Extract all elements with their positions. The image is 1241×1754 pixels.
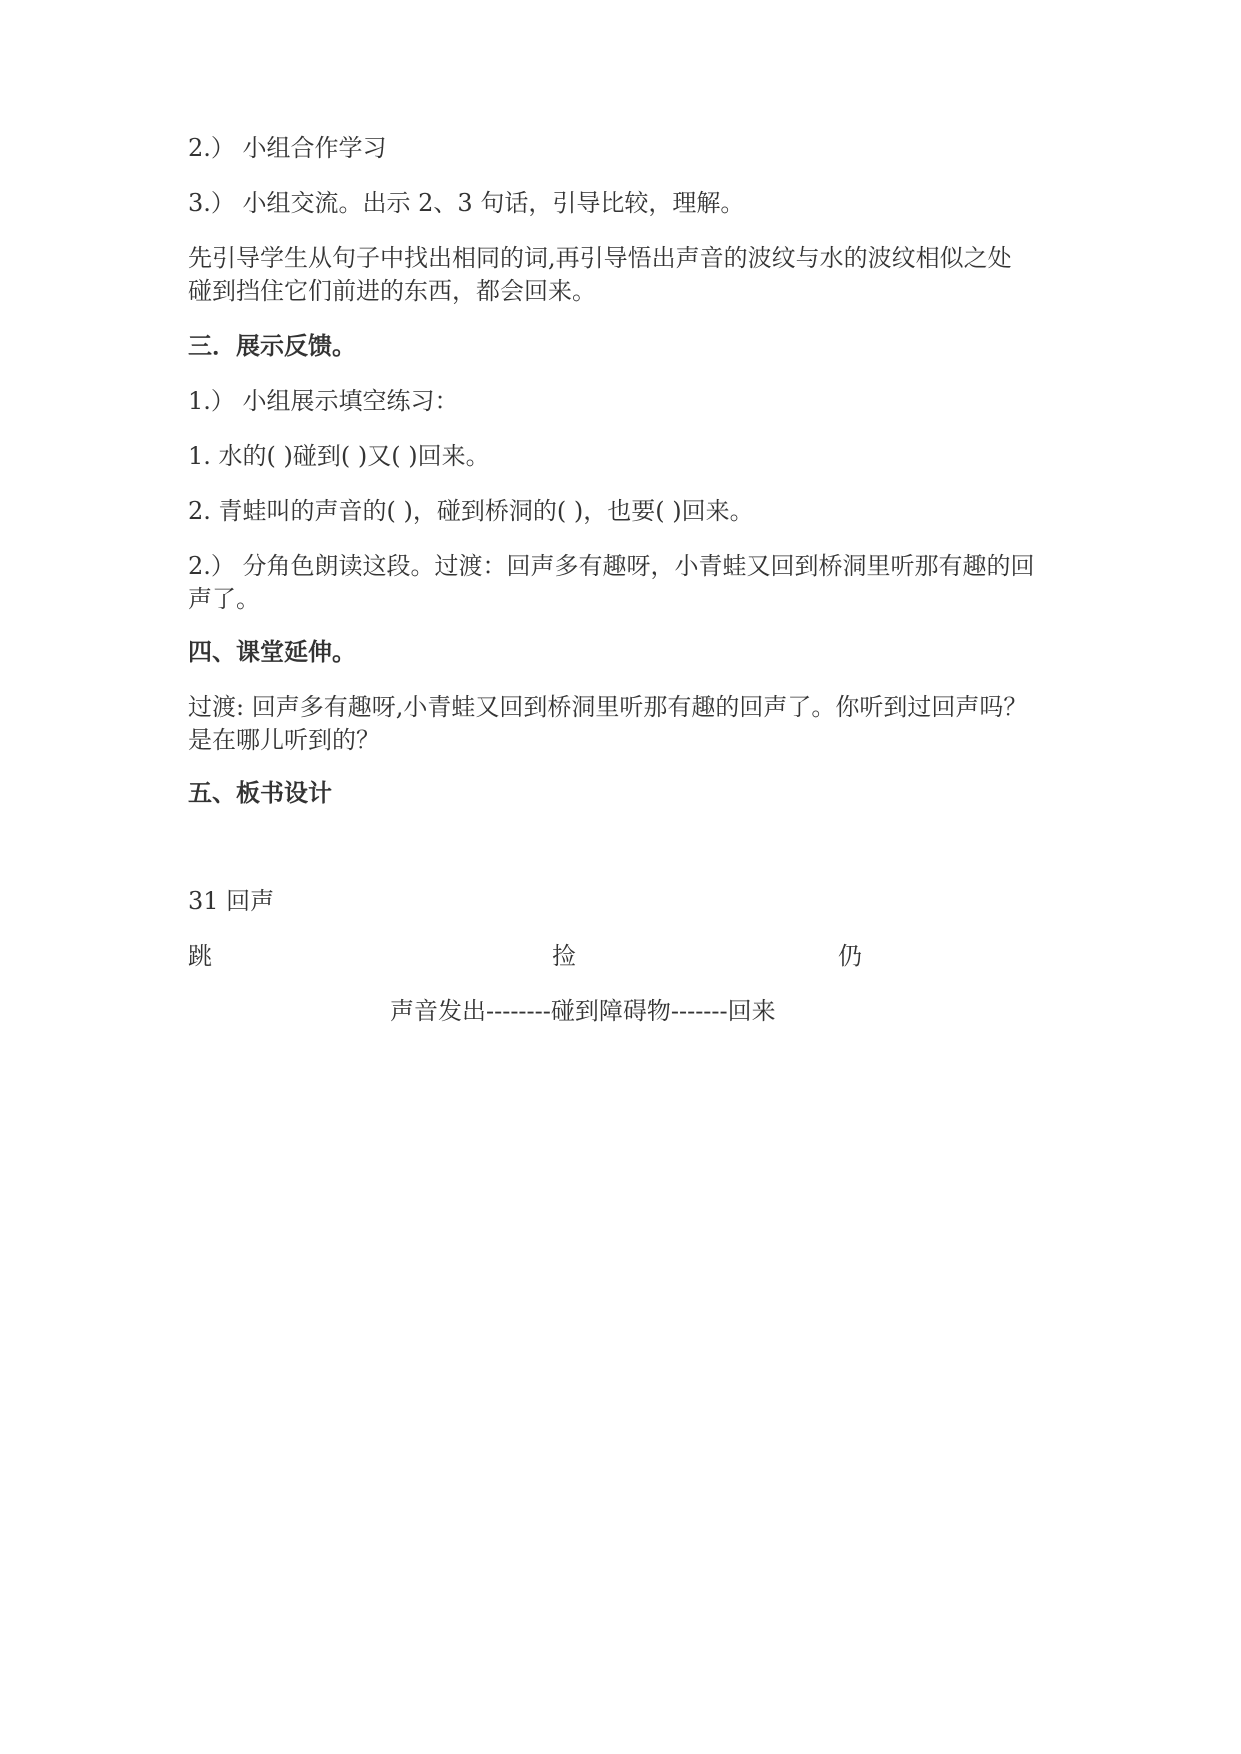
transition-paragraph-line-2: 是在哪儿听到的？ — [188, 726, 380, 754]
board-word-throw: 仍 — [838, 942, 862, 970]
role-reading-line-2: 声了。 — [188, 585, 260, 613]
board-word-pick: 捡 — [552, 942, 576, 970]
step-group-study: 2.） 小组合作学习 — [188, 134, 387, 162]
fill-blank-item-1: 1. 水的( )碰到( )又( )回来。 — [188, 442, 490, 470]
section-heading-extension: 四、课堂延伸。 — [188, 638, 356, 666]
role-reading-line-1: 2.） 分角色朗读这段。过渡：回声多有趣呀，小青蛙又回到桥洞里听那有趣的回 — [188, 552, 1035, 580]
guidance-paragraph-line-2: 碰到挡住它们前进的东西，都会回来。 — [188, 277, 596, 305]
step-group-exchange: 3.） 小组交流。出示 2、3 句话，引导比较，理解。 — [188, 189, 745, 217]
board-title: 31 回声 — [188, 887, 275, 915]
section-heading-board-design: 五、板书设计 — [188, 779, 332, 807]
transition-paragraph-line-1: 过渡: 回声多有趣呀,小青蛙又回到桥洞里听那有趣的回声了。你听到过回声吗？ — [188, 693, 1028, 721]
fill-blank-item-2: 2. 青蛙叫的声音的( )，碰到桥洞的( )，也要( )回来。 — [188, 497, 754, 525]
board-flow-line: 声音发出--------碰到障碍物-------回来 — [390, 997, 776, 1025]
step-fill-blank-practice: 1.） 小组展示填空练习： — [188, 387, 459, 415]
board-word-jump: 跳 — [188, 942, 212, 970]
section-heading-feedback: 三．展示反馈。 — [188, 332, 356, 360]
guidance-paragraph-line-1: 先引导学生从句子中找出相同的词,再引导悟出声音的波纹与水的波纹相似之处 — [188, 244, 1012, 272]
